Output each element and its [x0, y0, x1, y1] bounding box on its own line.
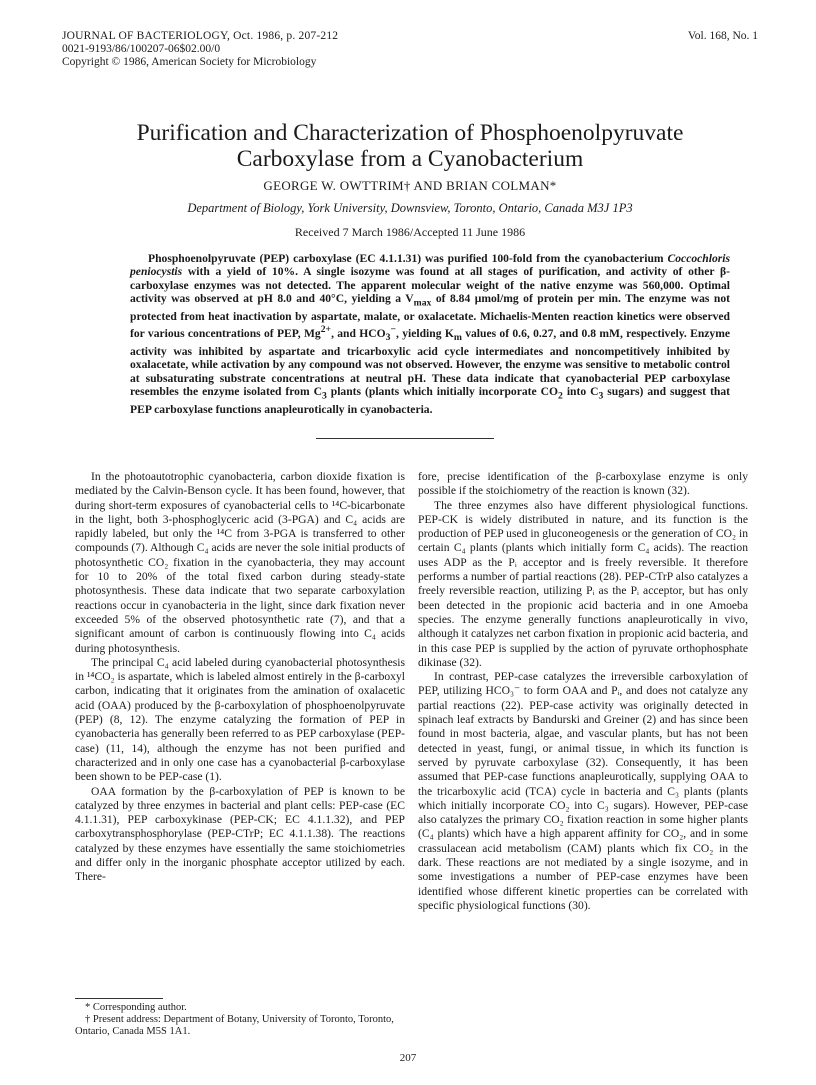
- journal-citation: JOURNAL OF BACTERIOLOGY, Oct. 1986, p. 207-212: [62, 30, 339, 42]
- abstract-text-7: plants (plants which initially incorporate CO: [330, 385, 559, 399]
- title-line-1: Purification and Characterization of Phosphoenolpyruvate: [136, 120, 684, 146]
- km-subscript: m: [453, 332, 462, 344]
- author-list: GEORGE W. OWTTRIM† AND BRIAN COLMAN*: [263, 178, 557, 193]
- abstract-text-9: sugars) and suggest that PEP carboxylase functions anapleurotically in cyanobacteria.: [130, 385, 730, 416]
- hco3-superscript: −: [390, 324, 397, 336]
- title-line-2: Carboxylase from a Cyanobacterium: [236, 146, 584, 172]
- affiliation: Department of Biology, York University, Downsview, Toronto, Ontario, Canada M3J 1P3: [187, 201, 633, 215]
- c3-subscript: 3: [321, 390, 327, 402]
- running-header: [62, 30, 758, 69]
- vmax-subscript: max: [413, 297, 432, 309]
- abstract: [130, 252, 730, 416]
- abstract-text-3: of 8.84 μmol/mg of protein per min. The enzyme was not protected from heat inactivation by aspartate, malate, or oxalacetate. Michaelis-Menten reaction kinetics were observed for various concentrations of PEP, Mg: [130, 292, 730, 341]
- paragraph: The three enzymes also have different physiological functions. PEP-CK is widely distributed in nature, and its function is the production of PEP used in gluconeogenesis or the generation of CO₂ in certain C₄ plants (plants which initially form C₄ acids). The reaction uses ADP as the Pᵢ acceptor and is freely reversible. It therefore performs a number of partial reactions (28). PEP-CTrP also catalyzes a freely reversible reaction, utilizing Pᵢ as the Pᵢ acceptor, but has only been detected in the propionic acid bacteria and in one Amoeba species. The enzyme generally functions anapleurotically in vivo, although it catalyzes net carbon fixation in propionic acid bacteria, and in this case PEP is supplied by the action of pyruvate orthophosphate dikinase (32).: [418, 498, 748, 669]
- page-number: 207: [399, 1052, 417, 1064]
- abstract-text-5: , yielding K: [396, 327, 454, 341]
- article-code: 0021-9193/86/100207-06$02.00/0: [62, 43, 221, 55]
- section-divider: [316, 438, 494, 439]
- body-column-right: [418, 470, 748, 913]
- abstract-text-8: into C: [566, 385, 599, 399]
- copyright-line: Copyright © 1986, American Society for Microbiology: [62, 56, 317, 68]
- footnote-corresponding: * Corresponding author.: [85, 1002, 187, 1013]
- received-date: Received 7 March 1986/Accepted 11 June 1986: [294, 225, 526, 239]
- volume-issue: Vol. 168, No. 1: [687, 30, 758, 42]
- paragraph: In the photoautotrophic cyanobacteria, carbon dioxide fixation is mediated by the Calvin-Benson cycle. It has been found, however, that during short-term exposures of cyanobacterial cells to ¹⁴C-bicarbonate in the light, both 3-phosphoglyceric acid (3-PGA) and C₄ acids are rapidly labeled, but only the ¹⁴C from 3-PGA is transferred to other compounds (7). Although C₄ acids are never the sole initial products of photosynthetic CO₂ fixation in the cyanobacteria, they may account for 10 to 20% of the total fixed carbon during steady-state photosynthesis. These data indicate that two separate carboxylation reactions occur in cyanobacteria in the light, since dark fixation never exceeded 5% of the observed photosynthetic rate (7), and that a significant amount of carbon is continuously flowing into C₄ acids during photosynthesis.: [75, 470, 405, 655]
- footnotes: [75, 998, 405, 1038]
- abstract-text-6: values of 0.6, 0.27, and 0.8 mM, respectively. Enzyme activity was inhibited by aspartate and tricarboxylic acid cycle intermediates and noncompetitively inhibited by oxalacetate, while activation by any compound was not observed. However, the enzyme was sensitive to metabolic control at subsaturating substrate concentrations at neutral pH. These data indicate that cyanobacterial PEP carboxylase resembles the enzyme isolated from C: [130, 327, 731, 399]
- footnote-present-address: † Present address: Department of Botany, University of Toronto, Toronto, Ontario, Canada M5S 1A1.: [75, 1014, 394, 1037]
- abstract-species: Coccochloris peniocystis: [130, 252, 730, 279]
- paragraph: In contrast, PEP-case catalyzes the irreversible carboxylation of PEP, utilizing HCO₃⁻ to form OAA and Pᵢ, and does not catalyze any partial reactions (22). PEP-case activity was originally detected in spinach leaf extracts by Bandurski and Greiner (2) and has since been found in most bacteria, algae, and vascular plants, but has not been detected in yeast, fungi, or animal tissue, in which its function is served by pyruvate carboxylase (32). Consequently, it has been assumed that PEP-case functions anapleurotically, supplying OAA to the tricarboxylic acid (TCA) cycle in bacteria and C₃ plants (plants which initially incorporate CO₂ into C₃ sugars). However, PEP-case also catalyzes the primary CO₂ fixation reaction in some higher plants (C₄ plants) which have a high apparent affinity for CO₂, and in some crassulacean acid metabolism (CAM) plants which fix CO₂ in the dark. These reactions are not mediated by a single isozyme, and in some investigations a number of PEP-case enzymes have been identified whose different kinetic properties can be correlated with specific physiological functions (30).: [418, 670, 748, 912]
- paragraph: OAA formation by the β-carboxylation of PEP is known to be catalyzed by three enzymes in bacterial and plant cells: PEP-case (EC 4.1.1.31), PEP carboxykinase (PEP-CK; EC 4.1.1.32), and PEP carboxytransphosphorylase (PEP-CTrP; EC 4.1.1.38). The reactions catalyzed by these enzymes have essentially the same stoichiometries and differ only in the inorganic phosphate acceptor utilized by each. There-: [75, 784, 405, 884]
- hco3-subscript: 3: [385, 332, 391, 344]
- body-column-left: [75, 470, 405, 885]
- co2-subscript: 2: [558, 390, 563, 402]
- abstract-text-2: with a yield of 10%. A single isozyme was found at all stages of purification, and activity of other β-carboxylase enzymes was not detected. The apparent molecular weight of the native enzyme was 560,000. Optimal activity was observed at pH 8.0 and 40°C, yielding a V: [130, 265, 730, 306]
- article-title: [60, 120, 760, 172]
- footnote-rule: [75, 998, 163, 999]
- abstract-text-4: , and HCO: [331, 327, 386, 341]
- c3b-subscript: 3: [598, 390, 604, 402]
- abstract-text-1: Phosphoenolpyruvate (PEP) carboxylase (EC 4.1.1.31) was purified 100-fold from the cyanobacterium: [148, 252, 664, 265]
- mg-superscript: 2+: [320, 324, 332, 336]
- paragraph-continued: fore, precise identification of the β-carboxylase enzyme is only possible if the stoichiometry of the reaction is known (32).: [418, 470, 748, 498]
- paragraph: The principal C₄ acid labeled during cyanobacterial photosynthesis in ¹⁴CO₂ is aspartate, which is labeled almost entirely in the β-carboxyl carbon, indicating that it originates from the amination of oxalacetic acid (OAA) produced by the β-carboxylation of phosphoenolpyruvate (PEP) (8, 12). The enzyme catalyzing the formation of PEP in cyanobacteria has generally been referred to as PEP carboxylase (PEP-case) (11, 14), although the enzyme has not been purified and characterized and in only one case has a cyanobacterial β-carboxylase been shown to be PEP-case (1).: [75, 655, 405, 784]
